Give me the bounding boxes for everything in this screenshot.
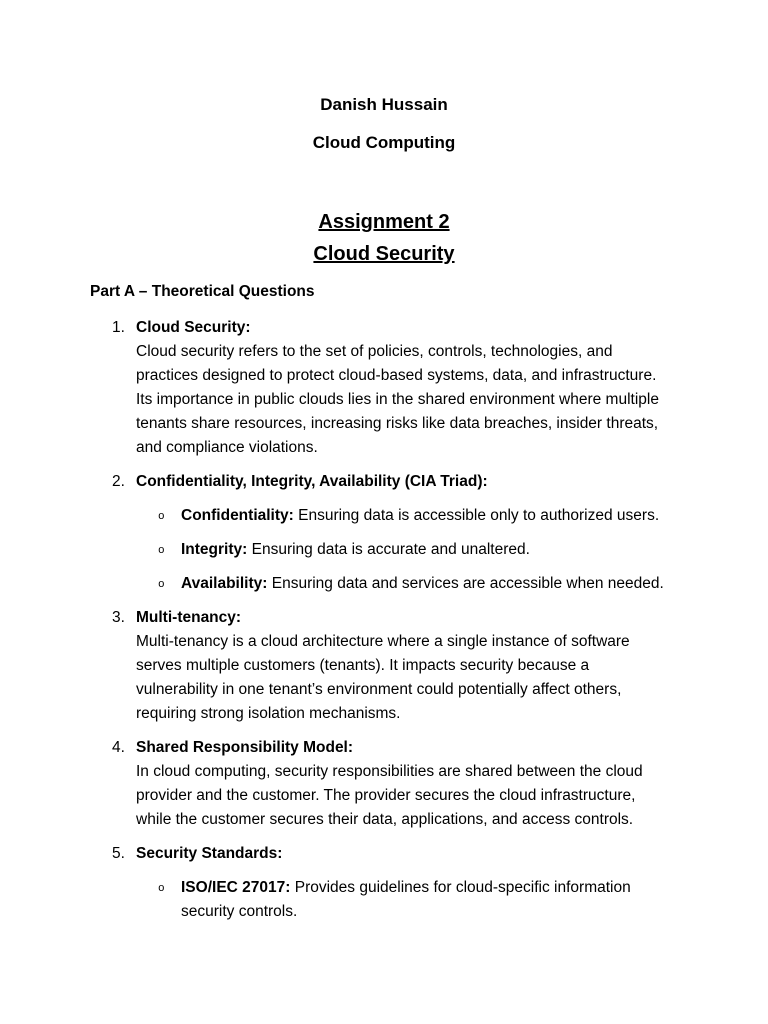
question-number: 4.	[112, 739, 125, 756]
question-number: 1.	[112, 319, 125, 336]
bullet-icon: o	[158, 883, 165, 895]
question-title: Security Standards:	[136, 845, 283, 862]
sub-list	[136, 876, 672, 924]
assignment-subtitle	[0, 243, 768, 266]
bullet-icon: o	[158, 579, 165, 591]
question-number: 2.	[112, 473, 125, 490]
question-list	[0, 316, 768, 934]
bullet-icon: o	[158, 545, 165, 557]
question-title: Confidentiality, Integrity, Availability (CIA Triad):	[136, 473, 488, 490]
assignment-title	[0, 211, 768, 234]
question-title: Multi-tenancy:	[136, 609, 242, 626]
list-item-text: Provides guidelines for cloud-specific information security controls.	[181, 879, 631, 920]
question-title: Cloud Security:	[136, 319, 251, 336]
list-item-term: Availability:	[181, 575, 268, 592]
question-item	[0, 736, 768, 832]
assignment-subtitle-text: Cloud Security	[313, 243, 455, 265]
question-body: Cloud security refers to the set of policies, controls, technologies, and practices designed to protect cloud-based systems, data, and infrastructure. Its importance in public clouds lies in the shared environment where multiple tenants share resources, increasing risks like data breaches, insider threats, and compliance violations.	[136, 343, 659, 456]
list-item-text: Ensuring data is accessible only to authorized users.	[293, 507, 660, 524]
list-item-term: Integrity:	[181, 541, 248, 558]
list-item	[136, 504, 672, 528]
list-item-term: Confidentiality:	[181, 507, 294, 524]
question-number: 5.	[112, 845, 125, 862]
question-title: Shared Responsibility Model:	[136, 739, 354, 756]
author-name: Danish Hussain	[320, 95, 448, 114]
question-number: 3.	[112, 609, 125, 626]
list-item-term: ISO/IEC 27017:	[181, 879, 291, 896]
question-item	[0, 470, 768, 596]
part-heading: Part A – Theoretical Questions	[90, 283, 315, 300]
bullet-icon: o	[158, 511, 165, 523]
assignment-title-text: Assignment 2	[318, 211, 450, 233]
course-name: Cloud Computing	[312, 133, 456, 152]
list-item	[136, 538, 672, 562]
list-item-text: Ensuring data and services are accessible when needed.	[267, 575, 664, 592]
question-item	[0, 316, 768, 460]
question-item	[0, 842, 768, 924]
sub-list	[136, 504, 672, 596]
list-item	[136, 876, 672, 924]
question-body: In cloud computing, security responsibilities are shared between the cloud provider and the customer. The provider secures the cloud infrastructure, while the customer secures their data, applications, and access controls.	[136, 763, 643, 828]
list-item-text: Ensuring data is accurate and unaltered.	[247, 541, 530, 558]
list-item	[136, 572, 672, 596]
question-body: Multi-tenancy is a cloud architecture where a single instance of software serves multiple customers (tenants). It impacts security because a vulnerability in one tenant’s environment could potentially affect others, requiring strong isolation mechanisms.	[136, 633, 630, 722]
question-item	[0, 606, 768, 726]
